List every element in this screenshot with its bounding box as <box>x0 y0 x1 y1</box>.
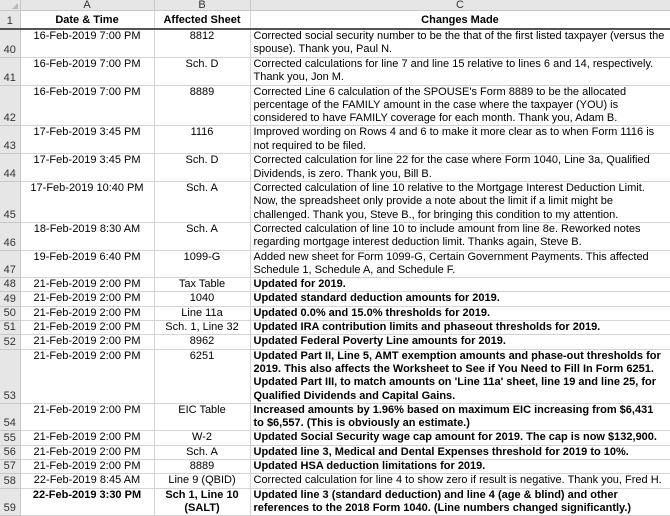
column-header-row <box>0 0 670 11</box>
changes-made-cell[interactable]: Updated standard deduction amounts for 2019. <box>250 292 670 306</box>
table-row <box>0 474 670 488</box>
date-time-cell[interactable]: 21-Feb-2019 2:00 PM <box>20 278 154 292</box>
table-row <box>0 250 670 278</box>
row-number[interactable]: 55 <box>0 431 20 445</box>
table-row <box>0 222 670 250</box>
affected-sheet-cell[interactable]: Sch. A <box>154 445 250 459</box>
affected-sheet-cell[interactable]: W-2 <box>154 431 250 445</box>
row-number[interactable]: 54 <box>0 403 20 431</box>
row-number[interactable]: 59 <box>0 488 20 516</box>
column-header-c[interactable]: C <box>250 0 670 11</box>
date-time-cell[interactable]: 22-Feb-2019 3:30 PM <box>20 488 154 516</box>
table-row <box>0 445 670 459</box>
row-number[interactable]: 1 <box>0 11 20 29</box>
date-time-cell[interactable]: 18-Feb-2019 8:30 AM <box>20 222 154 250</box>
row-number[interactable]: 49 <box>0 292 20 306</box>
affected-sheet-cell[interactable]: Sch. 1, Line 32 <box>154 321 250 335</box>
changes-made-cell[interactable]: Updated Federal Poverty Line amounts for 2019. <box>250 335 670 349</box>
affected-sheet-cell[interactable]: Line 9 (QBID) <box>154 474 250 488</box>
table-row <box>0 126 670 154</box>
changes-made-cell[interactable]: Corrected calculation of line 10 relative to the Mortgage Interest Deduction Limit. Now, the spreadsheet only provide a note about the limit if a limit might be challenged. Thank you, Steve B., for bringing this condition to my attention. <box>250 182 670 223</box>
date-time-cell[interactable]: 21-Feb-2019 2:00 PM <box>20 321 154 335</box>
changes-made-cell[interactable]: Updated HSA deduction limitations for 2019. <box>250 460 670 474</box>
table-row <box>0 29 670 58</box>
changes-made-cell[interactable]: Corrected calculation of line 10 to include amount from line 8e. Reworked notes regarding mortgage interest deduction limit. Thanks again, Steve B. <box>250 222 670 250</box>
changes-made-cell[interactable]: Updated 0.0% and 15.0% thresholds for 2019. <box>250 306 670 320</box>
table-row <box>0 335 670 349</box>
date-time-cell[interactable]: 22-Feb-2019 8:45 AM <box>20 474 154 488</box>
date-time-cell[interactable]: 21-Feb-2019 2:00 PM <box>20 292 154 306</box>
changes-made-cell[interactable]: Improved wording on Rows 4 and 6 to make it more clear as to when Form 1116 is not required to be filed. <box>250 126 670 154</box>
changes-made-cell[interactable]: Updated IRA contribution limits and phaseout thresholds for 2019. <box>250 321 670 335</box>
date-time-cell[interactable]: 21-Feb-2019 2:00 PM <box>20 445 154 459</box>
changes-made-cell[interactable]: Updated Part II, Line 5, AMT exemption amounts and phase-out thresholds for 2019. This also affects the Worksheet to See if You Need to Fill In Form 6251. Updated Part III, to match amounts on 'Line 11a' sheet, line 19 and line 25, for Qualified Dividends and Capital Gains. <box>250 349 670 403</box>
changes-made-cell[interactable]: Corrected calculations for line 7 and line 15 relative to lines 6 and 14, respectively. Thank you, Jon M. <box>250 58 670 86</box>
date-time-cell[interactable]: 16-Feb-2019 7:00 PM <box>20 85 154 126</box>
affected-sheet-cell[interactable]: Tax Table <box>154 278 250 292</box>
date-time-cell[interactable]: 19-Feb-2019 6:40 PM <box>20 250 154 278</box>
date-time-cell[interactable]: 17-Feb-2019 3:45 PM <box>20 154 154 182</box>
affected-sheet-cell[interactable]: Sch 1, Line 10 (SALT) <box>154 488 250 516</box>
affected-sheet-cell[interactable]: 8889 <box>154 85 250 126</box>
date-time-cell[interactable]: 21-Feb-2019 2:00 PM <box>20 431 154 445</box>
affected-sheet-cell[interactable]: 1116 <box>154 126 250 154</box>
column-header-a[interactable]: A <box>20 0 154 11</box>
table-row <box>0 460 670 474</box>
row-number[interactable]: 47 <box>0 250 20 278</box>
table-row <box>0 431 670 445</box>
date-time-cell[interactable]: 21-Feb-2019 2:00 PM <box>20 460 154 474</box>
date-time-cell[interactable]: 17-Feb-2019 3:45 PM <box>20 126 154 154</box>
column-header-b[interactable]: B <box>154 0 250 11</box>
date-time-cell[interactable]: 17-Feb-2019 10:40 PM <box>20 182 154 223</box>
affected-sheet-cell[interactable]: Line 11a <box>154 306 250 320</box>
affected-sheet-cell[interactable]: EIC Table <box>154 403 250 431</box>
changes-made-cell[interactable]: Updated line 3, Medical and Dental Expenses threshold for 2019 to 10%. <box>250 445 670 459</box>
table-row <box>0 292 670 306</box>
row-number[interactable]: 50 <box>0 306 20 320</box>
affected-sheet-cell[interactable]: 8962 <box>154 335 250 349</box>
affected-sheet-cell[interactable]: 8889 <box>154 460 250 474</box>
table-row <box>0 488 670 516</box>
date-time-cell[interactable]: 21-Feb-2019 2:00 PM <box>20 335 154 349</box>
table-row <box>0 154 670 182</box>
header-row <box>0 11 670 29</box>
date-time-cell[interactable]: 16-Feb-2019 7:00 PM <box>20 58 154 86</box>
affected-sheet-cell[interactable]: 1099-G <box>154 250 250 278</box>
affected-sheet-cell[interactable]: Sch. D <box>154 154 250 182</box>
changes-made-cell[interactable]: Increased amounts by 1.96% based on maximum EIC increasing from $6,431 to $6,557. (This is obviously an estimate.) <box>250 403 670 431</box>
table-row <box>0 182 670 223</box>
select-all-corner[interactable] <box>0 0 20 11</box>
changes-made-cell[interactable]: Updated line 3 (standard deduction) and line 4 (age & blind) and other references to the 2018 Form 1040. (Line numbers changed significantly.) <box>250 488 670 516</box>
date-time-cell[interactable]: 21-Feb-2019 2:00 PM <box>20 306 154 320</box>
table-row <box>0 58 670 86</box>
affected-sheet-cell[interactable]: Sch. D <box>154 58 250 86</box>
affected-sheet-cell[interactable]: Sch. A <box>154 182 250 223</box>
changes-made-cell[interactable]: Corrected calculation for line 22 for the case where Form 1040, Line 3a, Qualified Dividends, is zero. Thank you, Bill B. <box>250 154 670 182</box>
table-row <box>0 349 670 403</box>
row-number[interactable]: 56 <box>0 445 20 459</box>
changes-made-cell[interactable]: Corrected calculation for line 4 to show zero if result is negative. Thank you, Fred H. <box>250 474 670 488</box>
date-time-cell[interactable]: 16-Feb-2019 7:00 PM <box>20 29 154 58</box>
row-number[interactable]: 43 <box>0 126 20 154</box>
affected-sheet-cell[interactable]: 1040 <box>154 292 250 306</box>
table-row <box>0 85 670 126</box>
changes-made-cell[interactable]: Added new sheet for Form 1099-G, Certain Government Payments. This affected Schedule 1, Schedule A, and Schedule F. <box>250 250 670 278</box>
header-changes-made[interactable]: Changes Made <box>250 11 670 29</box>
row-number[interactable]: 41 <box>0 58 20 86</box>
table-row <box>0 321 670 335</box>
affected-sheet-cell[interactable]: 6251 <box>154 349 250 403</box>
date-time-cell[interactable]: 21-Feb-2019 2:00 PM <box>20 349 154 403</box>
row-number[interactable]: 42 <box>0 85 20 126</box>
row-number[interactable]: 58 <box>0 474 20 488</box>
row-number[interactable]: 48 <box>0 278 20 292</box>
row-number[interactable]: 45 <box>0 182 20 223</box>
affected-sheet-cell[interactable]: Sch. A <box>154 222 250 250</box>
row-number[interactable]: 57 <box>0 460 20 474</box>
row-number[interactable]: 40 <box>0 29 20 58</box>
row-number[interactable]: 53 <box>0 349 20 403</box>
changes-made-cell[interactable]: Updated Social Security wage cap amount for 2019. The cap is now $132,900. <box>250 431 670 445</box>
header-date-time[interactable]: Date & Time <box>20 11 154 29</box>
header-affected-sheet[interactable]: Affected Sheet <box>154 11 250 29</box>
row-number[interactable]: 46 <box>0 222 20 250</box>
changes-made-cell[interactable]: Corrected Line 6 calculation of the SPOUSE's Form 8889 to be the allocated percentage of the FAMILY amount in the case where the taxpayer (YOU) is considered to have FAMILY coverage for each month. Thank you, Adam B. <box>250 85 670 126</box>
row-number[interactable]: 52 <box>0 335 20 349</box>
date-time-cell[interactable]: 21-Feb-2019 2:00 PM <box>20 403 154 431</box>
changes-made-cell[interactable]: Updated for 2019. <box>250 278 670 292</box>
table-row <box>0 278 670 292</box>
table-row <box>0 306 670 320</box>
table-row <box>0 403 670 431</box>
affected-sheet-cell[interactable]: 8812 <box>154 29 250 58</box>
row-number[interactable]: 44 <box>0 154 20 182</box>
select-all-triangle-icon <box>12 3 18 9</box>
row-number[interactable]: 51 <box>0 321 20 335</box>
changes-made-cell[interactable]: Corrected social security number to be the that of the first listed taxpayer (versus the spouse). Thank you, Paul N. <box>250 29 670 58</box>
